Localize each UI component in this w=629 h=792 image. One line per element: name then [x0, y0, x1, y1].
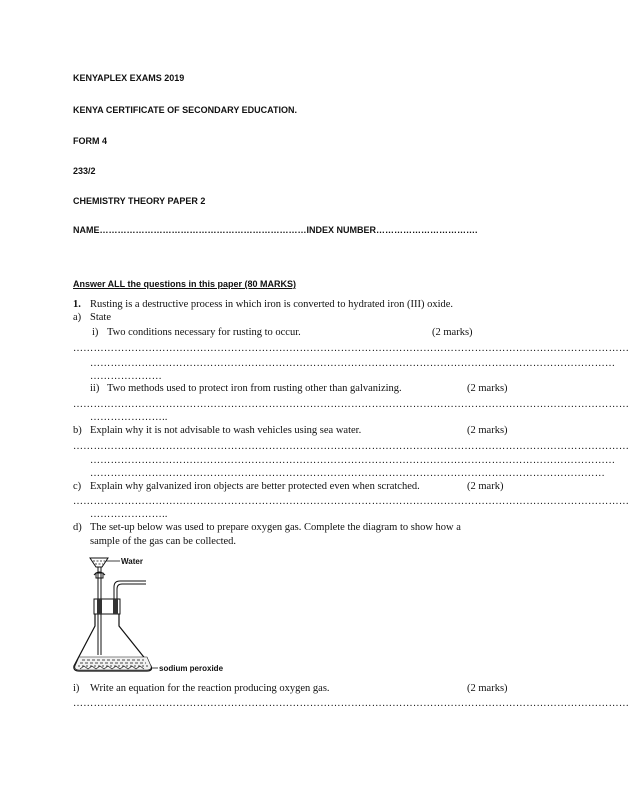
part-d-text: The set-up below was used to prepare oxygen gas. Complete the diagram to show how a: [90, 522, 461, 533]
part-c-text: Explain why galvanized iron objects are better protected even when scratched.: [90, 481, 420, 492]
answer-line[interactable]: ……………………………………………………………………………………………………………………………………: [90, 468, 605, 479]
part-c-marks: (2 mark): [467, 481, 504, 492]
answer-line[interactable]: ………………………………………………………………………………………………………………………………………………: [73, 496, 629, 507]
answer-line[interactable]: ………………………………………………………………………………………………………………………………………………: [73, 343, 629, 354]
part-d-label: d): [73, 522, 82, 533]
part-b-text: Explain why it is not advisable to wash vehicles using sea water.: [90, 425, 362, 436]
part-d-i-label: i): [73, 683, 80, 694]
part-b-label: b): [73, 425, 82, 436]
answer-line[interactable]: ………………………………………………………………………………………………………………………………………………: [73, 698, 629, 709]
thistle-funnel-head: [90, 558, 108, 567]
water-label: Water: [121, 557, 143, 566]
part-a-label: a): [73, 312, 82, 323]
sodium-peroxide-label: sodium peroxide: [159, 664, 224, 673]
answer-line[interactable]: …………………..: [90, 509, 168, 520]
oxygen-preparation-apparatus-diagram: [68, 554, 258, 680]
part-a-ii-marks: (2 marks): [467, 383, 508, 394]
answer-line[interactable]: ………………………………………………………………………………………………………………………………………: [90, 358, 616, 369]
part-d-i-marks: (2 marks): [467, 683, 508, 694]
certificate-heading: KENYA CERTIFICATE OF SECONDARY EDUCATION.: [73, 105, 298, 115]
part-a-i-label: i): [92, 327, 99, 338]
part-a-text: State: [90, 312, 111, 323]
answer-line[interactable]: …………………..: [90, 412, 168, 423]
answer-line[interactable]: ………………………………………………………………………………………………………………………………………………: [73, 441, 629, 452]
paper-title-heading: CHEMISTRY THEORY PAPER 2: [73, 196, 206, 206]
exam-series-heading: KENYAPLEX EXAMS 2019: [73, 73, 185, 83]
part-a-i-marks: (2 marks): [432, 327, 473, 338]
answer-line[interactable]: ………………………………………………………………………………………………………………………………………………: [73, 399, 629, 410]
answer-line[interactable]: …………………: [90, 371, 163, 382]
paper-code-heading: 233/2: [73, 166, 96, 176]
part-d-text-continued: sample of the gas can be collected.: [90, 536, 237, 547]
question-stem: Rusting is a destructive process in which iron is converted to hydrated iron (III) oxide.: [90, 299, 454, 310]
part-a-ii-text: Two methods used to protect iron from rusting other than galvanizing.: [107, 383, 402, 394]
stopper-band: [97, 599, 102, 614]
form-heading: FORM 4: [73, 136, 108, 146]
part-a-i-text: Two conditions necessary for rusting to occur.: [107, 327, 301, 338]
name-index-line: NAME……………………………………………………………INDEX NUMBER…………………………….: [73, 225, 478, 235]
answer-line[interactable]: ………………………………………………………………………………………………………………………………………: [90, 455, 616, 466]
instructions-heading: Answer ALL the questions in this paper (80 MARKS): [73, 279, 297, 289]
part-b-marks: (2 marks): [467, 425, 508, 436]
part-a-ii-label: ii): [90, 383, 100, 394]
part-d-i-text: Write an equation for the reaction producing oxygen gas.: [90, 683, 330, 694]
part-c-label: c): [73, 481, 82, 492]
question-number: 1.: [73, 299, 81, 310]
